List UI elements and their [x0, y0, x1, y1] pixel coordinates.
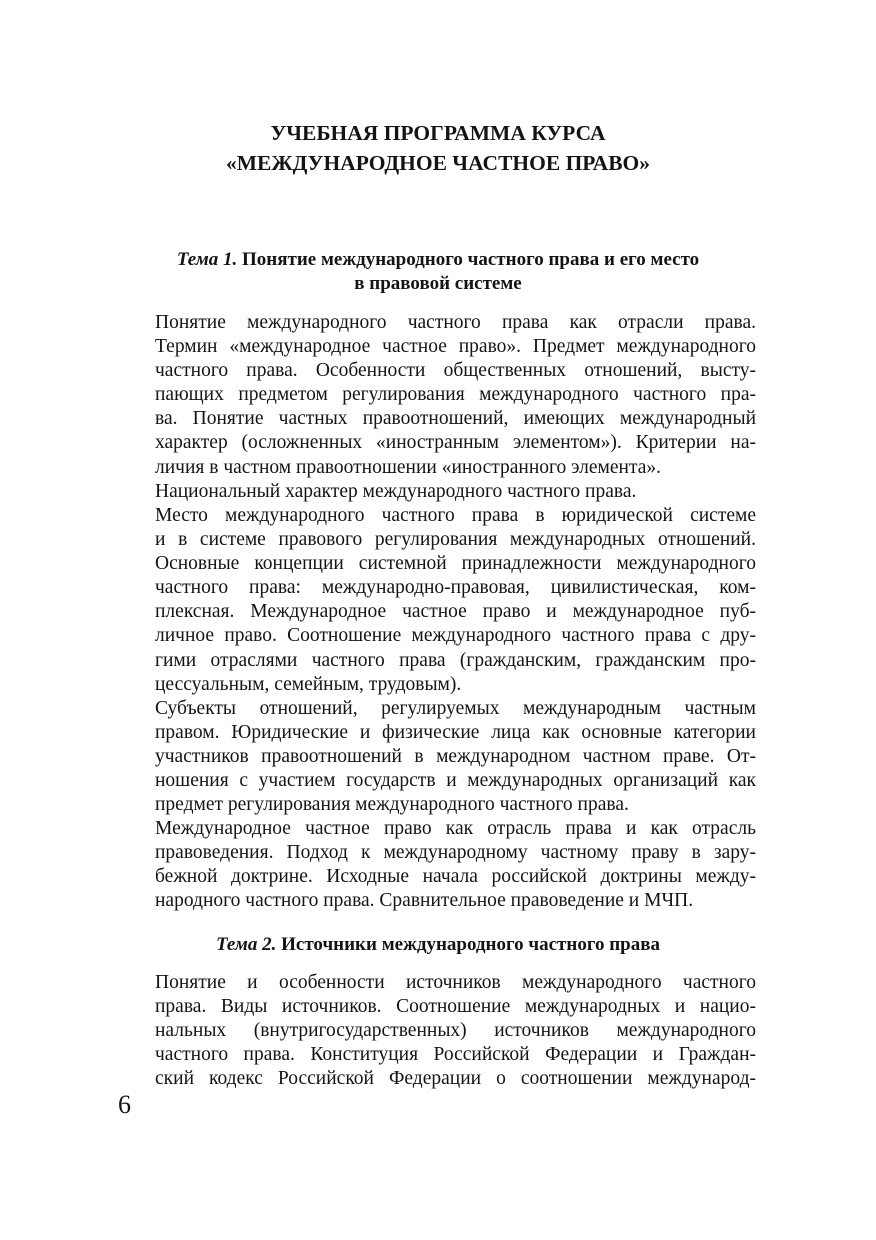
page-number: 6	[118, 1090, 131, 1119]
topic-1-paragraph-1	[118, 311, 756, 480]
text-line: нальных (внутригосударственных) источников международного	[155, 1020, 756, 1042]
text-line: личное право. Соотношение международного частного права с дру-	[155, 625, 756, 647]
text-line: плексная. Международное частное право и международное пуб-	[155, 601, 756, 623]
topic-2-paragraph-1	[118, 971, 756, 1091]
text-line: народного частного права. Сравнительное правоведение и МЧП.	[155, 890, 694, 912]
text-line: частного права. Особенности общественных отношений, высту-	[155, 360, 756, 382]
text-line: Понятие международного частного права как отрасли права.	[155, 312, 756, 333]
text-line: права. Виды источников. Соотношение международных и нацио-	[155, 996, 756, 1018]
text-line: правоведения. Подход к международному частному праву в зару-	[155, 842, 756, 864]
text-line: характер (осложненных «иностранным элементом»). Критерии на-	[155, 432, 756, 454]
text-line: Национальный характер международного частного права.	[155, 481, 637, 502]
text-line: Место международного частного права в юридической системе	[155, 505, 756, 526]
topic-1-title-line-1: Понятие международного частного права и его место	[241, 249, 700, 270]
topic-1-label: Тема 1.	[176, 249, 238, 270]
text-line: Международное частное право как отрасль права и как отрасль	[155, 818, 756, 839]
text-line: ношения с участием государств и международных организаций как	[155, 770, 756, 792]
text-line: ский кодекс Российской Федерации о соотношении международ-	[155, 1068, 756, 1090]
topic-1-heading	[118, 248, 758, 272]
text-line: и в системе правового регулирования международных отношений.	[155, 529, 756, 551]
topic-2-title-line-1: Источники международного частного права	[281, 934, 660, 955]
topic-1-title-line-2: в правовой системе	[354, 273, 522, 294]
text-line: Субъекты отношений, регулируемых международным частным	[155, 698, 756, 719]
text-line: пающих предметом регулирования международного частного пра-	[155, 384, 756, 406]
text-line: правом. Юридические и физические лица как основные категории	[155, 722, 756, 744]
text-line: Понятие и особенности источников международного частного	[155, 972, 756, 993]
document-title-line-1: УЧЕБНАЯ ПРОГРАММА КУРСА	[270, 121, 606, 145]
text-line: Термин «международное частное право». Предмет международного	[155, 336, 756, 358]
topic-2-heading	[118, 933, 758, 957]
text-line: гими отраслями частного права (гражданским, гражданским про-	[155, 649, 756, 671]
text-line: личия в частном правоотношении «иностранного элемента».	[155, 456, 662, 478]
topic-1-paragraph-3	[118, 504, 756, 697]
document-title-line-2: «МЕЖДУНАРОДНОЕ ЧАСТНОЕ ПРАВО»	[225, 151, 651, 175]
text-line: частного права: международно-правовая, цивилистическая, ком-	[155, 577, 756, 599]
text-line: цессуальным, семейным, трудовым).	[155, 673, 462, 695]
text-line: предмет регулирования международного частного права.	[155, 794, 629, 816]
text-line: бежной доктрине. Исходные начала российской доктрины между-	[155, 866, 756, 888]
topic-1-heading-line-2	[118, 272, 758, 296]
topic-2-label: Тема 2.	[215, 934, 277, 955]
text-line: частного права. Конституция Российской Федерации и Граждан-	[155, 1044, 756, 1066]
text-line: участников правоотношений в международном частном праве. От-	[155, 746, 756, 768]
topic-1-paragraph-4	[118, 697, 756, 817]
topic-1-paragraph-2	[118, 480, 756, 504]
text-line: Основные концепции системной принадлежности международного	[155, 553, 756, 575]
text-line: ва. Понятие частных правоотношений, имеющих международный	[155, 408, 756, 430]
topic-1-paragraph-5	[118, 817, 756, 913]
